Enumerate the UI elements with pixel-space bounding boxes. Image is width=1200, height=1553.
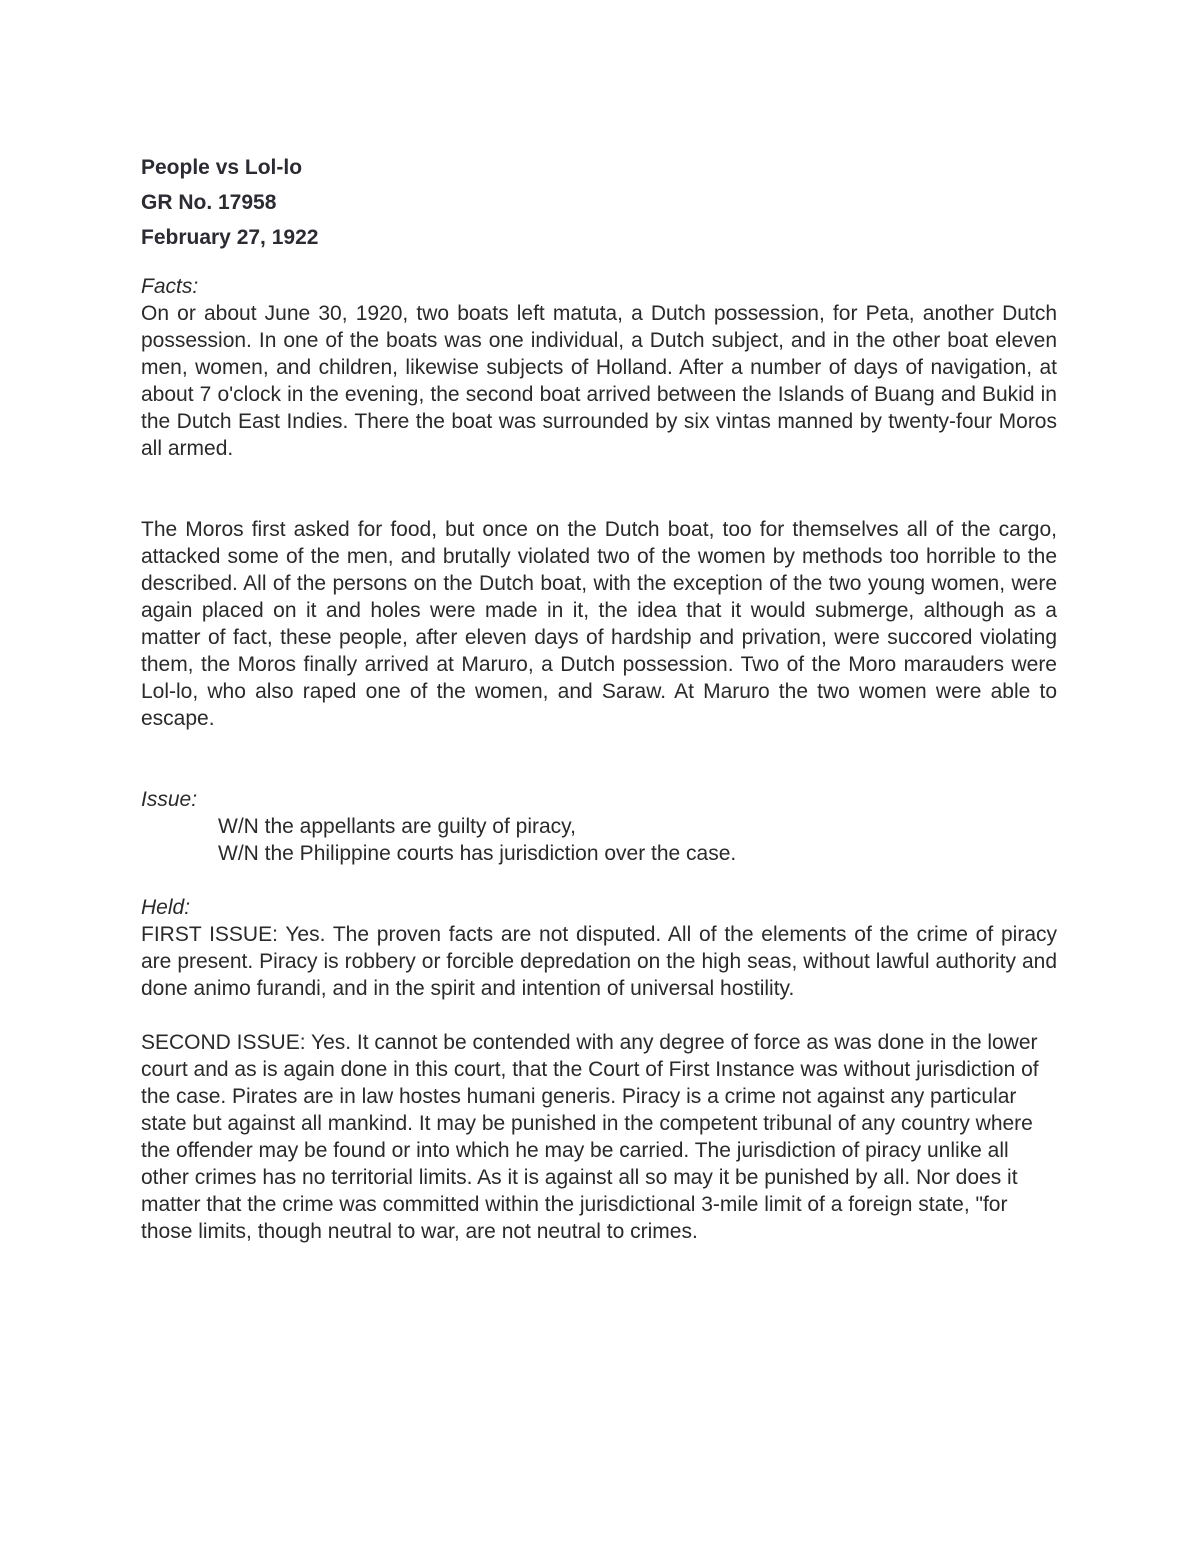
gr-number: GR No. 17958 bbox=[141, 191, 277, 214]
facts-paragraph-1: On or about June 30, 1920, two boats left matuta, a Dutch possession, for Peta, another Dutch possession. In one of the boats was one individual, a Dutch subject, and in the other boat eleven men, women, and children, likewise subjects of Holland. After a number of days of navigation, at about 7 o'clock in the evening, the second boat arrived between the Islands of Buang and Bukid in the Dutch East Indies. There the boat was surrounded by six vintas manned by twenty-four Moros all armed. bbox=[141, 302, 1057, 460]
issue-item-1: W/N the appellants are guilty of piracy, bbox=[218, 815, 576, 838]
decision-date: February 27, 1922 bbox=[141, 226, 319, 249]
facts-paragraph-2: The Moros first asked for food, but once on the Dutch boat, too for themselves all of the cargo, attacked some of the men, and brutally violated two of the women by methods too horrible to the described. All of the persons on the Dutch boat, with the exception of the two young women, were again placed on it and holes were made in it, the idea that it would submerge, although as a matter of fact, these people, after eleven days of hardship and privation, were succored violating them, the Moros finally arrived at Maruro, a Dutch possession. Two of the Moro marauders were Lol-lo, who also raped one of the women, and Saraw. At Maruro the two women were able to escape. bbox=[141, 518, 1057, 730]
issue-label: Issue: bbox=[141, 788, 198, 811]
spacer bbox=[141, 732, 1057, 786]
spacer bbox=[141, 255, 1057, 273]
spacer bbox=[141, 462, 1057, 516]
document-page bbox=[141, 150, 1057, 1245]
facts-label: Facts: bbox=[141, 275, 199, 298]
held-first-issue: FIRST ISSUE: Yes. The proven facts are not disputed. All of the elements of the crime of piracy are present. Piracy is robbery or forcible depredation on the high seas, without lawful authority and done animo furandi, and in the spirit and intention of universal hostility. bbox=[141, 923, 1057, 1000]
issue-item-2: W/N the Philippine courts has jurisdiction over the case. bbox=[218, 842, 737, 865]
case-title: People vs Lol-lo bbox=[141, 156, 303, 179]
held-second-issue: SECOND ISSUE: Yes. It cannot be contended with any degree of force as was done in the lower court and as is again done in this court, that the Court of First Instance was without jurisdiction of the case. Pirates are in law hostes humani generis. Piracy is a crime not against any particular state but against all mankind. It may be punished in the competent tribunal of any country where the offender may be found or into which he may be carried. The jurisdiction of piracy unlike all other crimes has no territorial limits. As it is against all so may it be punished by all. Nor does it matter that the crime was committed within the jurisdictional 3-mile limit of a foreign state, "for those limits, though neutral to war, are not neutral to crimes. bbox=[141, 1031, 1039, 1243]
spacer bbox=[141, 867, 1057, 894]
held-label: Held: bbox=[141, 896, 191, 919]
spacer bbox=[141, 1002, 1057, 1029]
